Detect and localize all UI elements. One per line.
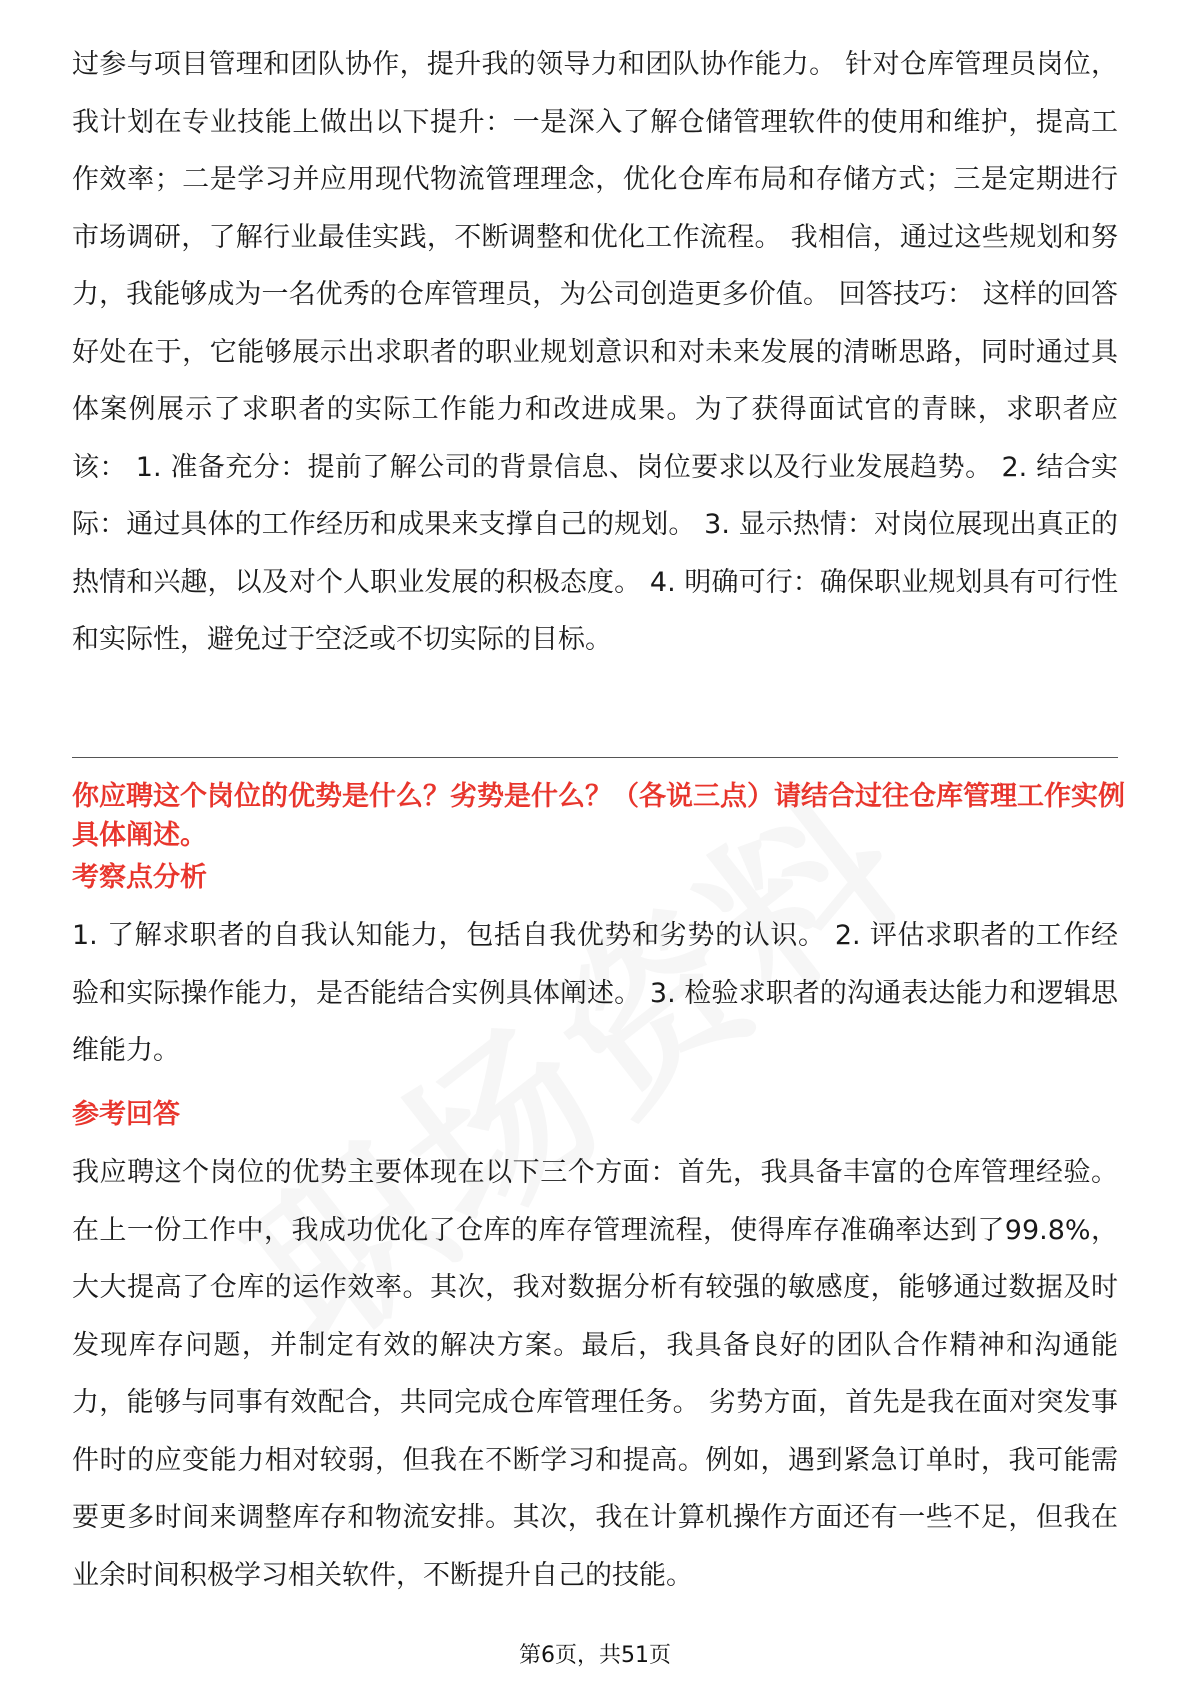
- answer-heading: 参考回答: [72, 1099, 180, 1130]
- intro-paragraph: 过参与项目管理和团队协作，提升我的领导力和团队协作能力。 针对仓库管理员岗位，我计划在专业技能上做出以下提升：一是深入了解仓储管理软件的使用和维护，提高工作效率；二是学习并应用现代物流管理理念，优化仓库布局和存储方式；三是定期进行市场调研，了解行业最佳实践，不断调整和优化工作流程。 我相信，通过这些规划和努力，我能够成为一名优秀的仓库管理员，为公司创造更多价值。 回答技巧： 这样的回答好处在于，它能够展示出求职者的职业规划意识和对未来发展的清晰思路，同时通过具体案例展示了求职者的实际工作能力和改进成果。为了获得面试官的青睐，求职者应该： 1. 准备充分：提前了解公司的背景信息、岗位要求以及行业发展趋势。 2. 结合实际：通过具体的工作经历和成果来支撑自己的规划。 3. 显示热情：对岗位展现出真正的热情和兴趣，以及对个人职业发展的积极态度。 4. 明确可行：确保职业规划具有可行性和实际性，避免过于空泛或不切实际的目标。: [72, 49, 1118, 655]
- answer-paragraph: 我应聘这个岗位的优势主要体现在以下三个方面：首先，我具备丰富的仓库管理经验。在上一份工作中，我成功优化了仓库的库存管理流程，使得库存准确率达到了99.8%，大大提高了仓库的运作效率。其次，我对数据分析有较强的敏感度，能够通过数据及时发现库存问题，并制定有效的解决方案。最后，我具备良好的团队合作精神和沟通能力，能够与同事有效配合，共同完成仓库管理任务。 劣势方面，首先是我在面对突发事件时的应变能力相对较弱，但我在不断学习和提高。例如，遇到紧急订单时，我可能需要更多时间来调整库存和物流安排。其次，我在计算机操作方面还有一些不足，但我在业余时间积极学习相关软件，不断提升自己的技能。: [72, 1157, 1118, 1591]
- analysis-paragraph: 1. 了解求职者的自我认知能力，包括自我优势和劣势的认识。 2. 评估求职者的工作经验和实际操作能力，是否能结合实例具体阐述。 3. 检验求职者的沟通表达能力和逻辑思维能力。: [72, 920, 1118, 1066]
- answer-section: [72, 1144, 1118, 1604]
- question-title: 你应聘这个岗位的优势是什么？劣势是什么？（各说三点）请结合过往仓库管理工作实例具体阐述。: [72, 781, 1125, 851]
- intro-section: [72, 36, 1118, 669]
- page-number: 第6页，共51页: [519, 1643, 671, 1668]
- analysis-heading: 考察点分析: [72, 862, 207, 893]
- section-divider: [72, 757, 1118, 758]
- analysis-section: [72, 907, 1118, 1080]
